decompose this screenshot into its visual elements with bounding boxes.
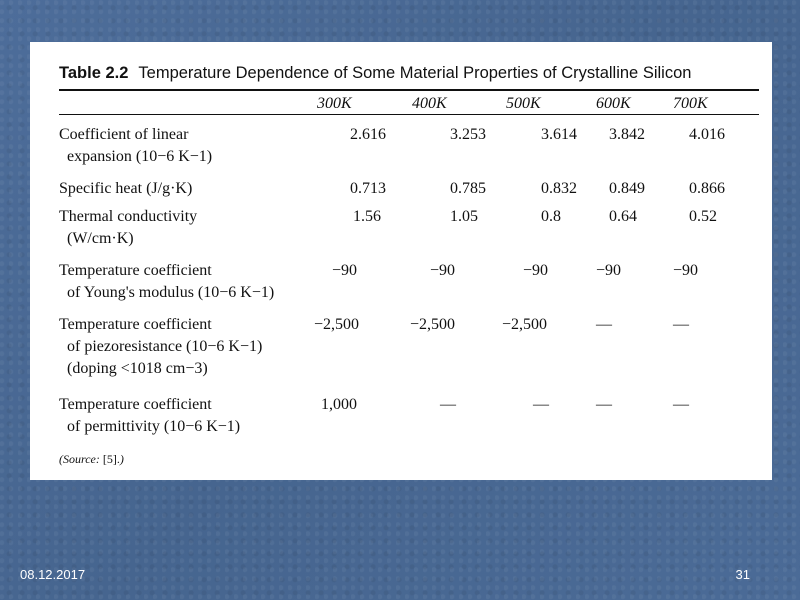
table-cell: 0.849 — [609, 180, 645, 197]
table-cell: 0.64 — [609, 208, 637, 225]
row-label-thermal-conductivity — [59, 206, 197, 250]
table-cell: — — [596, 316, 612, 333]
table-cell: — — [440, 396, 456, 413]
row-label-line: of piezoresistance (10−6 K−1) — [67, 338, 263, 355]
row-label-line: (doping <1018 cm−3) — [67, 360, 208, 377]
table-cell: 0.713 — [350, 180, 386, 197]
table-cell: 0.832 — [541, 180, 577, 197]
row-label-linear-expansion — [59, 124, 212, 168]
table-cell: 3.842 — [609, 126, 645, 143]
column-header-500k: 500K — [506, 95, 541, 112]
column-header-300k: 300K — [317, 95, 352, 112]
table-cell: 2.616 — [350, 126, 386, 143]
row-label-piezoresistance — [59, 314, 262, 380]
footer-page-number: 31 — [735, 567, 750, 582]
table-cell: 0.8 — [541, 208, 561, 225]
footer-date: 08.12.2017 — [20, 567, 86, 582]
table-panel — [30, 42, 772, 480]
table-cell: 3.253 — [450, 126, 486, 143]
row-label-line: Temperature coefficient — [59, 316, 212, 333]
row-label-line: Temperature coefficient — [59, 396, 212, 413]
table-cell: 0.52 — [689, 208, 717, 225]
table-cell: — — [533, 396, 549, 413]
table-cell: −2,500 — [314, 316, 360, 333]
table-header-rule — [59, 114, 759, 115]
row-label-permittivity — [59, 394, 240, 438]
source-label: Source: — [63, 452, 100, 466]
row-label-line: Thermal conductivity — [59, 208, 198, 225]
table-cell: — — [673, 316, 689, 333]
table-cell: 1.56 — [353, 208, 381, 225]
table-cell: 0.866 — [689, 180, 725, 197]
table-cell: −2,500 — [502, 316, 548, 333]
row-label-line: of permittivity (10−6 K−1) — [67, 418, 241, 435]
table-cell: −2,500 — [410, 316, 456, 333]
column-header-700k: 700K — [673, 95, 708, 112]
row-label-line: Coefficient of linear — [59, 126, 189, 143]
table-cell: 1.05 — [450, 208, 478, 225]
table-cell: −90 — [332, 262, 358, 279]
table-title-text: Temperature Dependence of Some Material Properties of Crystalline Silicon — [138, 64, 692, 82]
row-label-line: (W/cm·K) — [67, 230, 134, 247]
row-label-specific-heat — [59, 178, 192, 200]
table-cell: 0.785 — [450, 180, 486, 197]
row-label-youngs-modulus — [59, 260, 274, 304]
table-cell: 1,000 — [321, 396, 357, 413]
source-ref: [5]. — [102, 452, 120, 466]
table-cell: 4.016 — [689, 126, 725, 143]
row-label-line: of Young's modulus (10−6 K−1) — [67, 284, 275, 301]
table-cell: — — [673, 396, 689, 413]
table-title — [59, 64, 691, 83]
table-cell: −90 — [673, 262, 699, 279]
table-cell: −90 — [596, 262, 622, 279]
table-number: Table 2.2 — [59, 64, 129, 82]
column-header-600k: 600K — [596, 95, 631, 112]
table-cell: 3.614 — [541, 126, 577, 143]
table-top-rule — [59, 89, 759, 91]
table-source: (Source: [5].) — [59, 452, 124, 466]
row-label-line: expansion (10−6 K−1) — [67, 148, 213, 165]
column-header-400k: 400K — [412, 95, 447, 112]
table-cell: −90 — [430, 262, 456, 279]
table-cell: −90 — [523, 262, 549, 279]
row-label-line: Specific heat (J/g·K) — [59, 180, 193, 197]
table-cell: — — [596, 396, 612, 413]
row-label-line: Temperature coefficient — [59, 262, 212, 279]
